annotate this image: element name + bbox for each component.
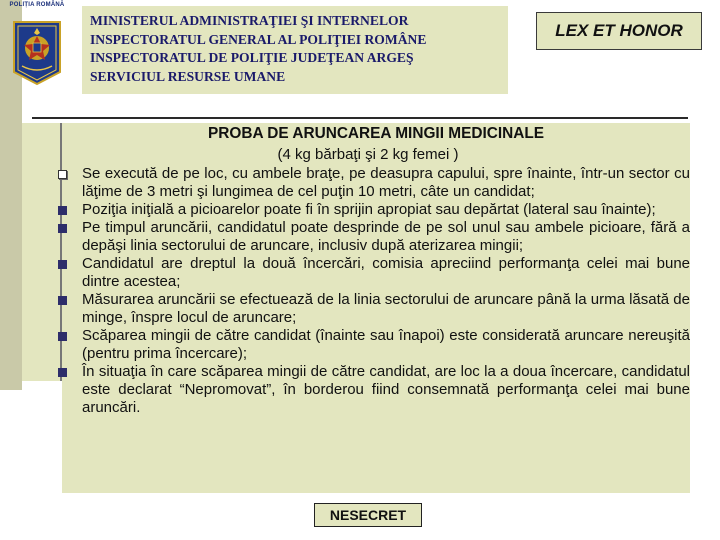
header-line-inspectorate-general: INSPECTORATUL GENERAL AL POLIŢIEI ROMÂNE [90, 31, 427, 47]
list-item-text: Poziţia iniţială a picioarelor poate fi în sprijin apropiat sau depărtat (lateral sau înainte); [82, 201, 656, 218]
police-logo [8, 2, 66, 88]
side-panel [22, 123, 62, 381]
header-line-ministry: MINISTERUL ADMINISTRAŢIEI ŞI INTERNELOR [90, 13, 409, 28]
document-title: PROBA DE ARUNCAREA MINGII MEDICINALE [207, 125, 545, 142]
header-line-inspectorate-county: INSPECTORATUL DE POLIŢIE JUDEŢEAN ARGEŞ [90, 50, 414, 65]
list-item-text: În situaţia în care scăparea mingii de către candidat, are loc la a doua încercare, candidatul este declarat “Nepromovat”, în borderou fiind consemnată performanţa celei mai bune aruncări. [82, 363, 690, 416]
document-subtitle: (4 kg bărbaţi şi 2 kg femei ) [277, 146, 459, 163]
institution-header [82, 6, 508, 94]
list-item-text: Scăparea mingii de către candidat (înainte sau înapoi) este considerată aruncare nereuşită (pentru prima încercare); [82, 327, 690, 362]
hollow-square-bullet-icon [58, 170, 67, 179]
filled-square-bullet-icon [58, 368, 67, 377]
coat-of-arms-icon [10, 12, 64, 86]
filled-square-bullet-icon [58, 332, 67, 341]
list-item-text: Candidatul are dreptul la două încercări, comisia apreciind performanţa celei mai bune dintre acestea; [82, 255, 690, 290]
list-item-text: Pe timpul aruncării, candidatul poate desprinde de pe sol unul sau ambele picioare, fără a depăşi linia sectorului de aruncare, inclusiv după aterizarea mingii; [82, 219, 690, 254]
list-item [58, 201, 690, 219]
list-item [58, 165, 690, 201]
list-item [58, 255, 690, 291]
filled-square-bullet-icon [58, 296, 67, 305]
list-item-text: Se execută de pe loc, cu ambele braţe, pe deasupra capului, spre înainte, într-un sector cu lăţime de 3 metri şi lungimea de cel puţin 10 metri, câte un candidat; [82, 165, 690, 200]
rules-list [58, 165, 690, 417]
logo-caption: POLIȚIA ROMÂNĂ [9, 2, 65, 8]
filled-square-bullet-icon [58, 206, 67, 215]
list-item [58, 291, 690, 327]
list-item-text: Măsurarea aruncării se efectuează de la linia sectorului de aruncare până la urma lăsată de minge, înspre locul de aruncare; [82, 291, 690, 326]
filled-square-bullet-icon [58, 224, 67, 233]
header-line-service: SERVICIUL RESURSE UMANE [90, 68, 286, 84]
motto-box: LEX ET HONOR [536, 12, 702, 50]
list-item [58, 327, 690, 363]
list-item [58, 363, 690, 417]
filled-square-bullet-icon [58, 260, 67, 269]
classification-stamp: NESECRET [314, 503, 422, 527]
header-divider [32, 117, 688, 119]
list-item [58, 219, 690, 255]
